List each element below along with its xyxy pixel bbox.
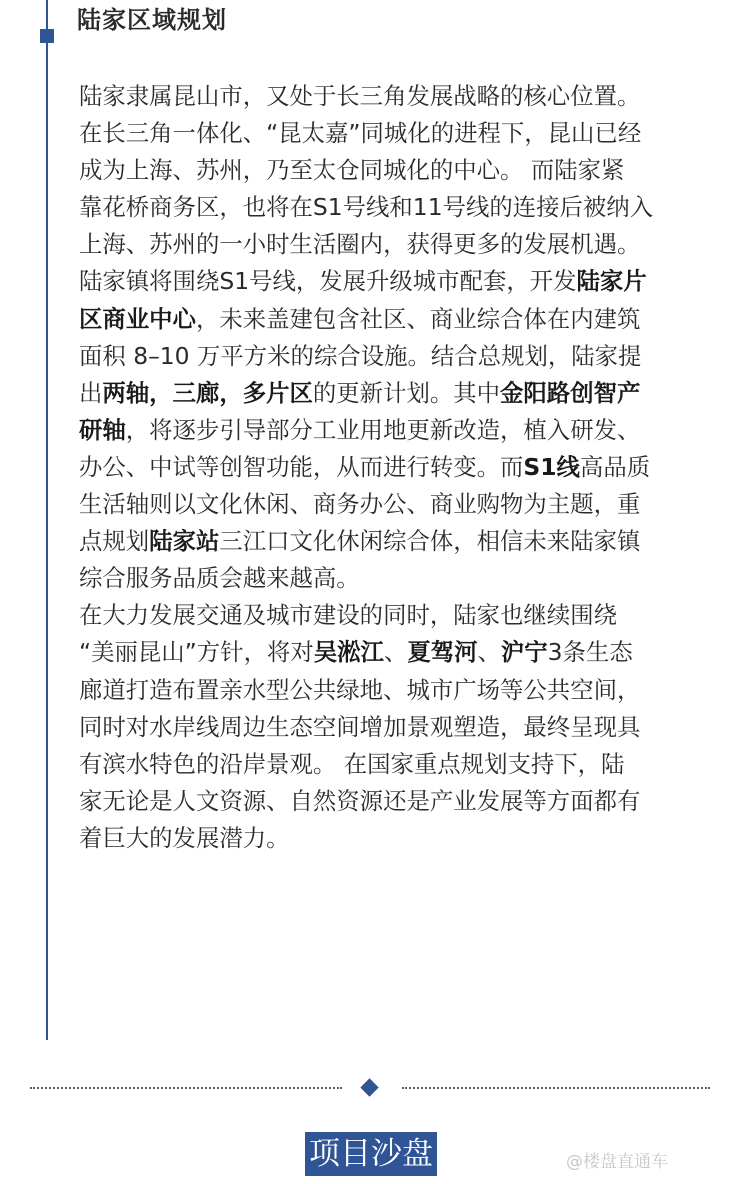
divider-dotted-left <box>30 1087 342 1089</box>
text-span: 高品质 <box>579 452 651 481</box>
project-section-title: 项目沙盘 <box>305 1132 437 1176</box>
section-marker-square <box>40 29 54 43</box>
bold-keyword: 陆家站 <box>149 527 220 556</box>
text-span: 办公、中试等创智功能，从而进行转变。而 <box>79 452 524 481</box>
text-span: 的更新计划。其中 <box>312 378 501 407</box>
paragraph-line <box>79 449 689 486</box>
bold-keyword: 区商业中心 <box>79 304 196 333</box>
paragraph-line: 在长三角一体化、“昆太嘉”同城化的进程下，昆山已经 <box>79 119 642 148</box>
bold-keyword: 夏驾河 <box>407 638 478 667</box>
paragraph-line: 上海、苏州的一小时生活圈内，获得更多的发展机遇。 <box>79 230 641 259</box>
paragraph-line: 廊道打造布置亲水型公共绿地、城市广场等公共空间， <box>79 675 641 704</box>
bold-keyword: 金阳路创智产 <box>500 378 641 407</box>
paragraph-line: 生活轴则以文化休闲、商务办公、商业购物为主题，重 <box>79 490 641 519</box>
section-title: 陆家区域规划 <box>77 6 227 34</box>
paragraph-line: 同时对水岸线周边生态空间增加景观塑造，最终呈现具 <box>79 712 641 741</box>
text-span: ，将逐步引导部分工业用地更新改造，植入研发、 <box>125 415 641 444</box>
paragraph-line: 家无论是人文资源、自然资源还是产业发展等方面都有 <box>79 786 641 815</box>
bold-keyword: 研轴 <box>79 415 126 444</box>
bold-keyword: 陆家片 <box>576 267 647 296</box>
paragraph-line: 陆家隶属昆山市，又处于长三角发展战略的核心位置。 <box>79 82 641 110</box>
paragraph-line: 面积 8–10 万平方米的综合设施。结合总规划，陆家提 <box>79 341 642 370</box>
text-span: 三江口文化休闲综合体，相信未来陆家镇 <box>219 527 641 556</box>
paragraph-line: 靠花桥商务区，也将在S1号线和11号线的连接后被纳入 <box>79 193 654 222</box>
watermark: @楼盘直通车 <box>566 1152 668 1172</box>
paragraph-line: 成为上海、苏州，乃至太仓同城化的中心。 而陆家紧 <box>79 156 625 185</box>
text-span: “美丽昆山”方针，将对 <box>79 638 314 667</box>
article-body <box>79 78 689 857</box>
bold-keyword: 两轴，三廊，多片区 <box>102 378 313 407</box>
text-span: 、 <box>383 638 408 667</box>
paragraph-line <box>79 634 689 671</box>
text-span: 点规划 <box>79 527 150 556</box>
paragraph-line <box>79 375 689 412</box>
paragraph-line <box>79 523 689 560</box>
paragraph-line <box>79 412 689 449</box>
paragraph-line: 在大力发展交通及城市建设的同时，陆家也继续围绕 <box>79 601 617 630</box>
text-span: 出 <box>79 378 103 407</box>
paragraph-line: 着巨大的发展潜力。 <box>79 823 290 852</box>
text-span: 陆家镇将围绕S1号线，发展升级城市配套，开发 <box>79 267 577 296</box>
paragraph-line <box>79 263 689 300</box>
diamond-icon <box>360 1078 378 1096</box>
bold-keyword: 吴淞江 <box>313 638 384 667</box>
text-span: ，未来盖建包含社区、商业综合体在内建筑 <box>195 304 641 333</box>
paragraph-line <box>79 301 689 338</box>
paragraph-line: 综合服务品质会越来越高。 <box>79 564 360 593</box>
bold-keyword: 沪宁 <box>500 638 548 667</box>
divider-dotted-right <box>402 1087 710 1089</box>
bold-keyword: S1线 <box>523 452 580 481</box>
section-vertical-line <box>46 0 48 1040</box>
paragraph-line: 有滨水特色的沿岸景观。 在国家重点规划支持下，陆 <box>79 749 625 778</box>
text-span: 3条生态 <box>547 638 633 667</box>
text-span: 、 <box>477 638 501 667</box>
